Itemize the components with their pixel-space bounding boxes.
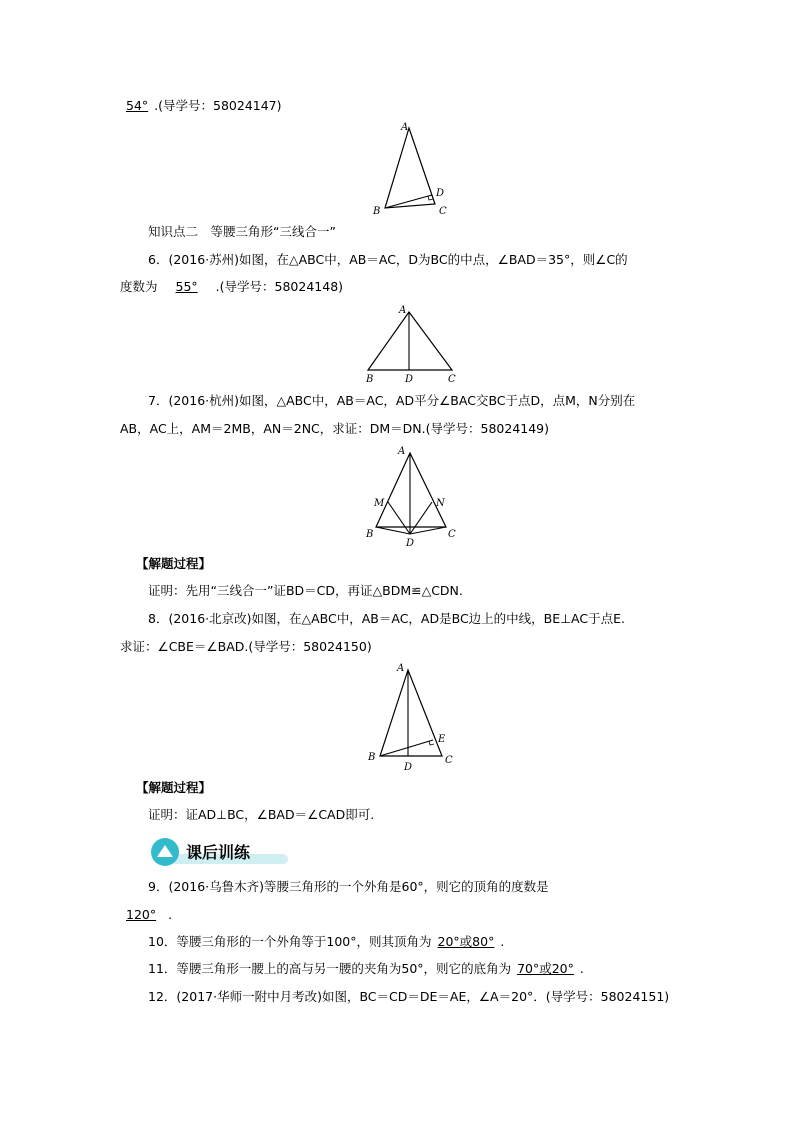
q6-line2 xyxy=(120,279,343,295)
triangle-abc xyxy=(380,670,442,756)
label-n: N xyxy=(436,498,445,509)
q7-solution-text: 证明：先用“三线合一”证BD＝CD，再证△BDM≌△CDN. xyxy=(148,583,463,598)
label-d: D xyxy=(404,762,413,772)
label-a: A xyxy=(398,446,406,457)
q8-solution-heading: 【解题过程】 xyxy=(136,780,212,795)
q6-answer-blank: 55° xyxy=(175,279,198,294)
q11-line xyxy=(148,961,584,977)
q6-line1: 6．(2016·苏州)如图，在△ABC中，AB＝AC，D为BC的中点，∠BAD＝35°，则∠C的 xyxy=(148,252,628,267)
q5-suffix: .(导学号：58024147) xyxy=(154,98,282,113)
q8-solution-text: 证明：证AD⊥BC，∠BAD＝∠CAD即可. xyxy=(148,807,375,822)
label-d: D xyxy=(436,188,445,199)
q6-prefix: 度数为 xyxy=(120,279,158,294)
segment-be xyxy=(380,740,433,756)
triangle-abc xyxy=(376,453,446,527)
label-c: C xyxy=(448,529,456,540)
figure-q7 xyxy=(360,443,470,549)
q7-line2: AB，AC上，AM＝2MB，AN＝2NC，求证：DM＝DN.(导学号：58024149) xyxy=(120,421,550,436)
q9-line1: 9．(2016·乌鲁木齐)等腰三角形的一个外角是60°，则它的顶角的度数是 xyxy=(148,879,549,894)
section-banner xyxy=(148,836,290,868)
q10-suffix: . xyxy=(500,934,505,949)
q5-answer-blank: 54° xyxy=(126,98,149,113)
label-c: C xyxy=(445,755,453,766)
label-c: C xyxy=(448,374,456,385)
right-angle-mark xyxy=(429,741,434,745)
triangle-abc xyxy=(368,312,452,370)
label-c: C xyxy=(439,206,447,217)
label-a: A xyxy=(399,305,407,316)
label-a: A xyxy=(401,122,409,133)
banner-title: 课后训练 xyxy=(186,843,251,862)
label-m: M xyxy=(374,498,385,509)
q8-line2: 求证：∠CBE＝∠BAD.(导学号：58024150) xyxy=(120,639,372,654)
label-b: B xyxy=(373,206,381,217)
q10-answer-blank: 20°或80° xyxy=(437,934,495,949)
figure-q8 xyxy=(360,660,470,772)
q9-suffix: . xyxy=(168,907,173,922)
q8-line1: 8．(2016·北京改)如图，在△ABC中，AB＝AC，AD是BC边上的中线，BE⊥AC于点E. xyxy=(148,611,625,626)
label-d: D xyxy=(405,374,414,385)
label-b: B xyxy=(366,374,374,385)
q9-answer-blank: 120° xyxy=(126,907,157,922)
section-title: 知识点二 等腰三角形“三线合一” xyxy=(148,224,336,239)
q9-line2 xyxy=(120,907,172,923)
label-a: A xyxy=(397,663,405,674)
q11-suffix: . xyxy=(579,961,584,976)
q11-answer-blank: 70°或20° xyxy=(517,961,574,976)
q7-line1: 7．(2016·杭州)如图，△ABC中，AB＝AC，AD平分∠BAC交BC于点D，点M，N分别在 xyxy=(148,393,636,408)
label-e: E xyxy=(438,734,446,745)
segment-dn xyxy=(410,502,432,534)
figure-q6 xyxy=(360,302,470,388)
label-b: B xyxy=(368,752,376,763)
q5-answer-line xyxy=(120,98,282,114)
segment-dm xyxy=(388,502,410,534)
label-b: B xyxy=(366,529,374,540)
q11-prefix: 11．等腰三角形一腰上的高与另一腰的夹角为50°，则它的底角为 xyxy=(148,961,512,976)
label-d: D xyxy=(406,538,415,549)
q12-line: 12．(2017·华师一附中月考改)如图，BC＝CD＝DE＝AE，∠A＝20°．(导学号：58024151) xyxy=(148,989,670,1004)
figure-q5 xyxy=(365,118,455,218)
q6-suffix: .(导学号：58024148) xyxy=(215,279,344,294)
q10-prefix: 10．等腰三角形的一个外角等于100°，则其顶角为 xyxy=(148,934,432,949)
banner-graphic xyxy=(148,836,290,868)
q7-solution-heading: 【解题过程】 xyxy=(136,556,212,571)
q10-line xyxy=(148,934,504,950)
